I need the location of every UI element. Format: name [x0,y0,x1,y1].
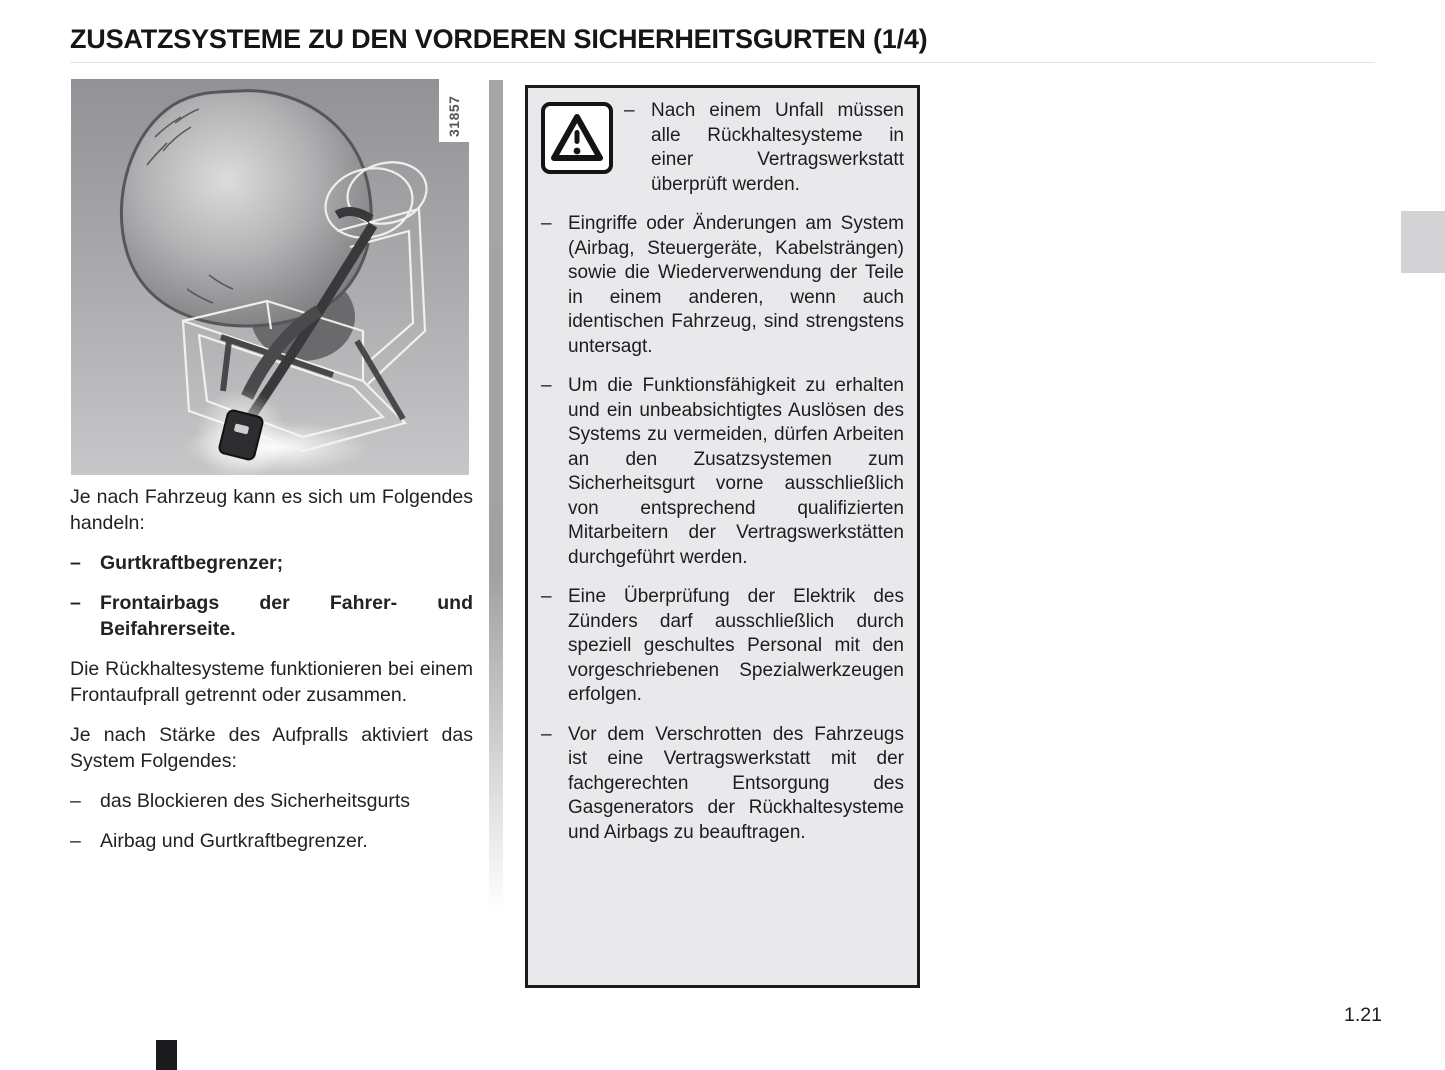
bullet-dash: – [541,213,552,234]
chapter-edge-tab [1401,211,1445,273]
warning-text: Eine Überprüfung der Elektrik des Zünders darf ausschließlich durch speziell geschultes Personal mit den vorgeschriebenen Spezialwerkzeugen erfolgen. [568,586,904,705]
warning-item [541,99,904,197]
list-item-text: Frontairbags der Fahrer- und Beifahrerseite. [100,592,473,640]
bullet-dash: – [541,723,552,745]
activation-paragraph: Je nach Stärke des Aufpralls aktiviert das System Folgendes: [70,724,473,772]
bullet-dash: – [70,592,81,614]
bullet-dash: – [541,375,552,396]
list-item-text: das Blockieren des Sicherheitsgurts [100,790,410,812]
bullet-dash: – [70,830,81,852]
restraint-paragraph: Die Rückhaltesysteme funktionieren bei einem Frontaufprall getrennt oder zusammen. [70,658,473,706]
warning-text: Um die Funktionsfähigkeit zu erhalten und ein unbeabsichtigtes Auslösen des Systems zu vermeiden, dürfen Arbeiten an den Zusatzsystemen zum Sicherheitsgurt vorne ausschließlich von entsprechend qualifizierten Mitarbeitern der Vertragswerkstätten durchgeführt werden. [568,375,904,568]
bullet-dash: – [624,100,635,121]
page-number: 1.21 [1344,1004,1382,1026]
bullet-dash: – [541,586,552,607]
figure-ref-number: 31857 [446,95,462,137]
warning-item [541,585,904,708]
warning-item [541,212,904,359]
bullet-dash: – [70,552,81,574]
warning-item-body [624,99,904,197]
list-item-text: Airbag und Gurtkraftbegrenzer. [100,830,368,852]
page-title: ZUSATZSYSTEME ZU DEN VORDEREN SICHERHEITSGURTEN (1/4) [70,24,928,54]
warning-item [541,723,904,846]
list-item [70,590,473,642]
list-item-text: Gurtkraftbegrenzer; [100,552,284,574]
warning-text: Vor dem Verschrotten des Fahrzeugs ist eine Vertragswerkstatt mit der fachgerechten Entsorgung des Gasgenerators der Rückhaltesysteme und Airbags zu beauftragen. [568,723,904,843]
left-column [70,484,473,868]
title-divider [70,62,1375,63]
column-divider-strip [489,80,503,910]
intro-paragraph: Je nach Fahrzeug kann es sich um Folgendes handeln: [70,486,473,534]
warning-text: Nach einem Unfall müssen alle Rückhaltesysteme in einer Vertragswerkstatt überprüft werden. [651,100,904,195]
bullet-dash: – [70,790,81,812]
warning-item [541,374,904,570]
print-registration-mark [156,1040,177,1070]
list-item [70,788,473,814]
list-item [70,550,473,576]
warning-box [525,85,920,988]
airbag-illustration [71,79,469,475]
list-item [70,828,473,854]
warning-triangle-icon [541,102,613,174]
warning-text: Eingriffe oder Änderungen am System (Airbag, Steuergeräte, Kabelsträngen) sowie die Wiederverwendung der Teile in einem anderen, wenn auch identischen Fahrzeug, sind strengstens untersagt. [568,213,904,357]
airbag-seat-drawing [71,79,469,475]
